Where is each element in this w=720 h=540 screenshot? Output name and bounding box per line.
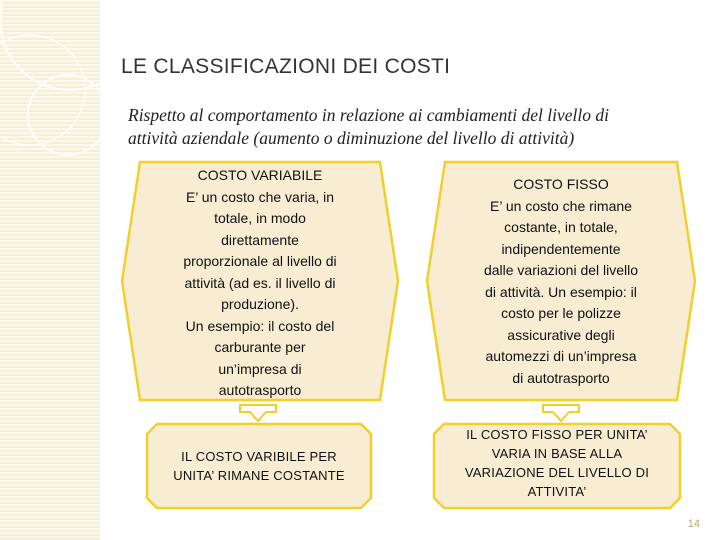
intro-text xyxy=(128,104,693,150)
variable-cost-line: totale, in modo xyxy=(214,210,306,226)
variable-cost-line: proporzionale al livello di xyxy=(183,253,337,269)
variable-cost-line: Un esempio: il costo del xyxy=(185,317,335,334)
variable-cost-line: E’ un costo che varia, in xyxy=(185,188,335,205)
variable-cost-line: direttamente xyxy=(221,231,299,248)
slide-title: LE CLASSIFICAZIONI DEI COSTI xyxy=(121,55,451,78)
page-number: 14 xyxy=(687,518,700,530)
variable-cost-text xyxy=(140,165,380,402)
fixed-cost-conclusion-line: VARIA IN BASE ALLA xyxy=(491,446,623,461)
variable-cost-line: produzione). xyxy=(221,296,299,312)
fixed-cost-line: indipendentemente xyxy=(501,240,621,257)
variable-cost-line: un’impresa di xyxy=(218,360,302,377)
variable-cost-line: attività (ad es. il livello di xyxy=(184,274,336,291)
intro-line: Rispetto al comportamento in relazione ai cambiamenti del livello di xyxy=(128,105,610,125)
fixed-cost-conclusion-line: IL COSTO FISSO PER UNITA’ xyxy=(466,427,648,442)
decorative-circles xyxy=(0,0,100,540)
decorative-sidebar xyxy=(0,0,100,540)
fixed-cost-conclusion-line: ATTIVITA’ xyxy=(527,484,587,499)
fixed-cost-text xyxy=(445,174,677,389)
fixed-cost-heading: COSTO FISSO xyxy=(513,176,609,192)
fixed-cost-conclusion xyxy=(432,425,682,501)
variable-cost-conclusion-line: IL COSTO VARIBILE PER xyxy=(181,449,337,464)
variable-cost-heading: COSTO VARIABILE xyxy=(197,167,323,183)
fixed-cost-line: dalle variazioni del livello xyxy=(483,262,639,278)
intro-line: attività aziendale (aumento o diminuzione del livello di attività) xyxy=(128,128,575,148)
variable-cost-line: autotrasporto xyxy=(218,382,302,398)
fixed-cost-line: di attività. Un esempio: il xyxy=(485,283,637,300)
variable-cost-conclusion-line: UNITA’ RIMANE COSTANTE xyxy=(173,468,345,483)
variable-cost-conclusion xyxy=(145,447,373,485)
fixed-cost-line: E’ un costo che rimane xyxy=(490,197,632,214)
fixed-cost-line: costante, in totale, xyxy=(504,219,618,235)
variable-cost-line: carburante per xyxy=(214,339,306,355)
fixed-cost-line: costo per le polizze xyxy=(501,305,621,321)
fixed-cost-line: di autotrasporto xyxy=(512,369,610,386)
fixed-cost-conclusion-line: VARIAZIONE DEL LIVELLO DI xyxy=(464,465,650,480)
fixed-cost-line: automezzi di un’impresa xyxy=(485,348,637,364)
fixed-cost-line: assicurative degli xyxy=(507,326,615,343)
